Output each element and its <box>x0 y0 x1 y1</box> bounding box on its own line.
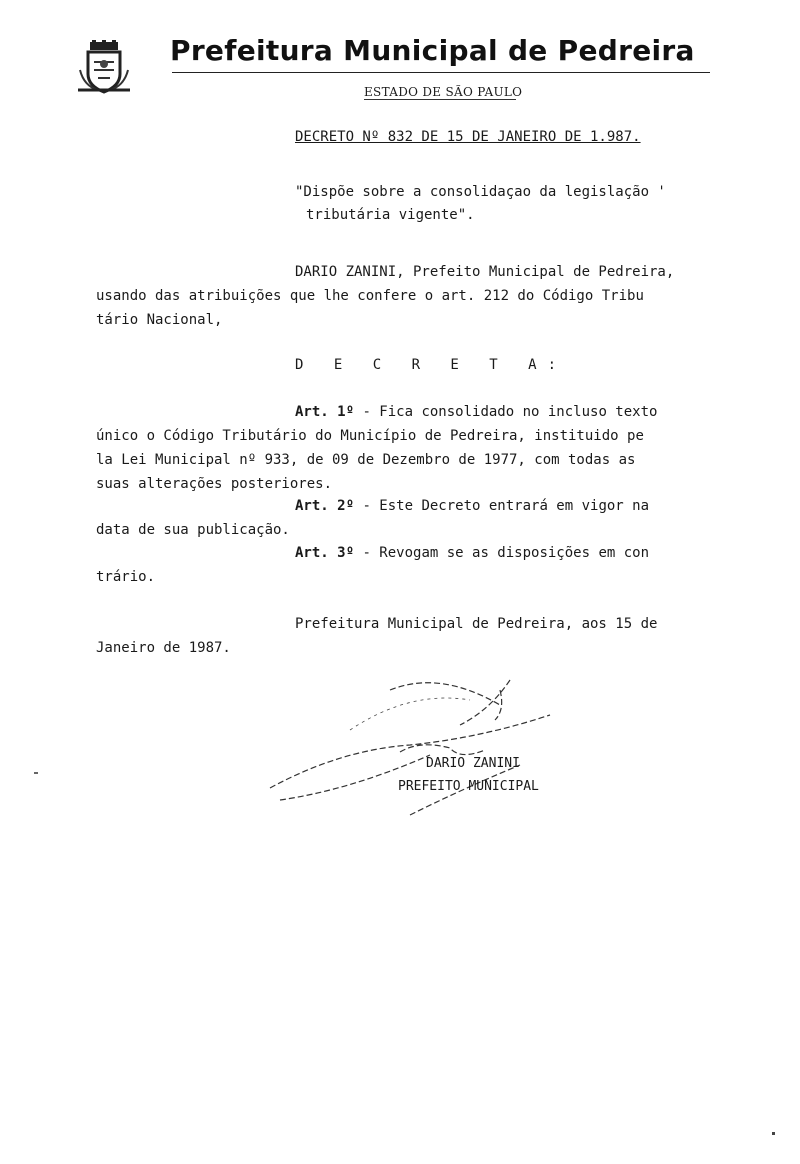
article-line: suas alterações posteriores. <box>96 476 333 492</box>
decree-title: DECRETO Nº 832 DE 15 DE JANEIRO DE 1.987. <box>295 129 641 145</box>
article-line: único o Código Tributário do Município de Pedreira, instituido pe <box>96 428 644 444</box>
preamble-line: DARIO ZANINI, Prefeito Municipal de Pedreira, <box>295 264 675 280</box>
handwritten-signature <box>260 670 560 830</box>
article-line: data de sua publicação. <box>96 522 290 538</box>
ementa-line: tributária vigente". <box>306 207 475 223</box>
decreta-heading: D E C R E T A: <box>295 357 568 373</box>
article-text: - Revogam se as disposições em con <box>354 545 650 561</box>
page-title: Prefeitura Municipal de Pedreira <box>170 34 695 67</box>
title-divider <box>172 72 710 73</box>
article-text: - Fica consolidado no incluso texto <box>354 404 658 420</box>
article-label: Art. 3º <box>295 545 355 561</box>
signatory-name: DARIO ZANINI <box>426 756 520 771</box>
article-label: Art. 1º <box>295 404 355 420</box>
preamble-line: tário Nacional, <box>96 312 223 328</box>
article-line: trário. <box>96 569 156 585</box>
article-line: la Lei Municipal nº 933, de 09 de Dezembro de 1977, com todas as <box>96 452 636 468</box>
ementa-line: "Dispõe sobre a consolidaçao da legislação ' <box>295 184 666 200</box>
scan-speck <box>772 1132 775 1135</box>
article-label: Art. 2º <box>295 498 355 514</box>
article-line <box>295 545 649 561</box>
scan-speck <box>34 772 38 774</box>
preamble-line: usando das atribuições que lhe confere o art. 212 do Código Tribu <box>96 288 644 304</box>
page-subtitle: ESTADO DE SÃO PAULO <box>364 85 523 99</box>
signatory-role: PREFEITO MUNICIPAL <box>398 779 539 794</box>
closing-line: Janeiro de 1987. <box>96 640 231 656</box>
subtitle-underline <box>364 99 516 100</box>
municipal-crest-icon <box>78 40 130 96</box>
article-line <box>295 498 649 514</box>
closing-line: Prefeitura Municipal de Pedreira, aos 15 de <box>295 616 658 632</box>
article-text: - Este Decreto entrará em vigor na <box>354 498 650 514</box>
article-line <box>295 404 657 420</box>
